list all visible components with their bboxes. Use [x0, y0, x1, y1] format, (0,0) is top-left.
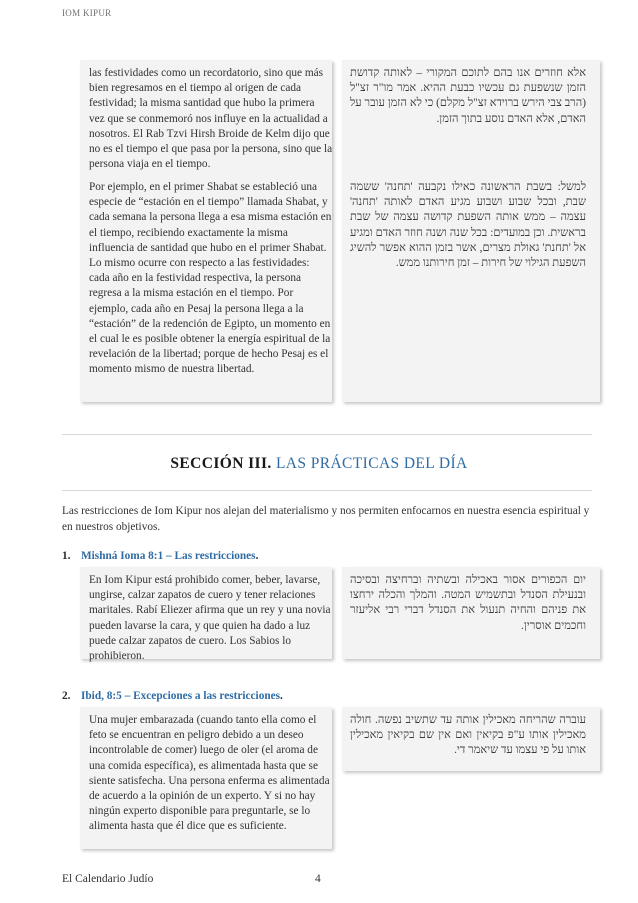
source-period: . [280, 690, 283, 702]
source-period: . [255, 550, 259, 562]
section-divider [62, 434, 592, 435]
source-title: Ibid, 8:5 – Excepciones a las restricciones [81, 690, 281, 702]
hebrew-source: עוברה שהריחה מאכילין אותה עד שתשיב נפשה. חולה מאכילין אותו ע"פ בקיאין ואם אין שם בקיאין מאכילין אותו על פי עצמו עד שיאמר די. [350, 714, 586, 757]
source-heading [62, 690, 283, 702]
item-number: 1. [62, 550, 71, 562]
spanish-paragraph: Por ejemplo, en el primer Shabat se estableció una especie de “estación en el tiempo” llamada Shabat, y cada semana la persona llega a esa misma estación en el tiempo, recibiendo exactamente la misma influencia de santidad que hubo en el primer Shabat. Lo mismo ocurre con respecto a las festividades: cada año en la festividad respectiva, la persona regresa a la misma estación en el tiempo. Por ejemplo, cada año en Pesaj la persona llega a la “estación” de la redención de Egipto, un momento en el cual le es posible obtener la energía espiritual de la revelación de la libertad; porque de hecho Pesaj es el momento mismo de nuestra libertad. [89, 181, 332, 376]
spanish-text-panel [80, 60, 332, 402]
spanish-text-panel [80, 567, 332, 663]
hebrew-paragraph: אלא חוזרים אנו בהם לתוכם המקורי – לאותה קדושת הזמן שנשפעת גם עכשיו כבעת ההיא. אמר מו"ר זצ"ל (הרב צבי הירש ברוידא זצ"ל מקלם) כי לא הזמן עובר על האדם, אלא האדם נוסע בתוך הזמן. [350, 67, 586, 125]
running-header: IOM KIPUR [62, 8, 112, 18]
section-divider [62, 490, 592, 491]
section-heading [0, 455, 638, 473]
hebrew-text-panel [342, 567, 600, 659]
source-title: Mishná Ioma 8:1 – Las restricciones [81, 550, 256, 562]
hebrew-paragraph: למשל: בשבת הראשונה כאילו נקבעה 'תחנה' ששמה שבת, ובכל שבוע ושבוע מגיע האדם לאותה 'תחנה' עצמה – ממש אותה השפעת קדושה עצמה של שבת בראשית. וכן במועדים: בכל שנה ושנה חוזר האדם ומגיע אל 'תחנת' גאולת מצרים, אשר בזמן ההוא אפשר להשיג השפעת הגילוי של חירות – זמן חירותנו ממש. [350, 181, 586, 270]
intro-paragraph: Las restricciones de Iom Kipur nos alejan del materialismo y nos permiten enfocarnos en nuestra esencia espiritual y en nuestros objetivos. [62, 505, 590, 533]
page-number: 4 [315, 873, 321, 885]
hebrew-text-panel [342, 707, 600, 771]
spanish-paragraph: las festividades como un recordatorio, sino que más bien regresamos en el tiempo al origen de cada festividad; la misma santidad que hubo la primera vez que se conmemoró nos influye en la actualidad a nosotros. El Rab Tzvi Hirsh Broide de Kelm dijo que no es el tiempo el que pasa por la persona, sino que la persona viaja en el tiempo. [89, 67, 333, 171]
book-title: El Calendario Judío [62, 873, 154, 885]
hebrew-text-panel [342, 60, 600, 402]
spanish-translation: Una mujer embarazada (cuando tanto ella como el feto se encuentran en peligro debido a un deseo incontrolable de comer) luego de oler (el aroma de una comida específica), es alimentada hasta que se siente satisfecha. Una persona enferma es alimentada de acuerdo a la opinión de un experto. Y si no hay ningún experto disponible para preguntarle, se lo alimenta hasta que él dice que es suficiente. [89, 714, 330, 833]
hebrew-source: יום הכפורים אסור באכילה ובשתיה וברחיצה ובסיכה ובנעילת הסנדל ובתשמיש המטה. והמלך והכלה ירחצו את פניהם והחיה תנעול את הסנדל דברי רבי אליעזר וחכמים אוסרין. [350, 574, 586, 632]
item-number: 2. [62, 690, 71, 702]
section-title: LAS PRÁCTICAS DEL DÍA [275, 455, 468, 472]
section-label: SECCIÓN III. [170, 455, 272, 472]
spanish-translation: En Iom Kipur está prohibido comer, beber, lavarse, ungirse, calzar zapatos de cuero y tener relaciones maritales. Rabí Eliezer afirma que un rey y una novia pueden lavarse la cara, y que quien ha dado a luz puede calzar zapatos de cuero. Los Sabios lo prohibieron. [89, 574, 331, 663]
spanish-text-panel [80, 707, 332, 849]
source-heading [62, 550, 258, 562]
